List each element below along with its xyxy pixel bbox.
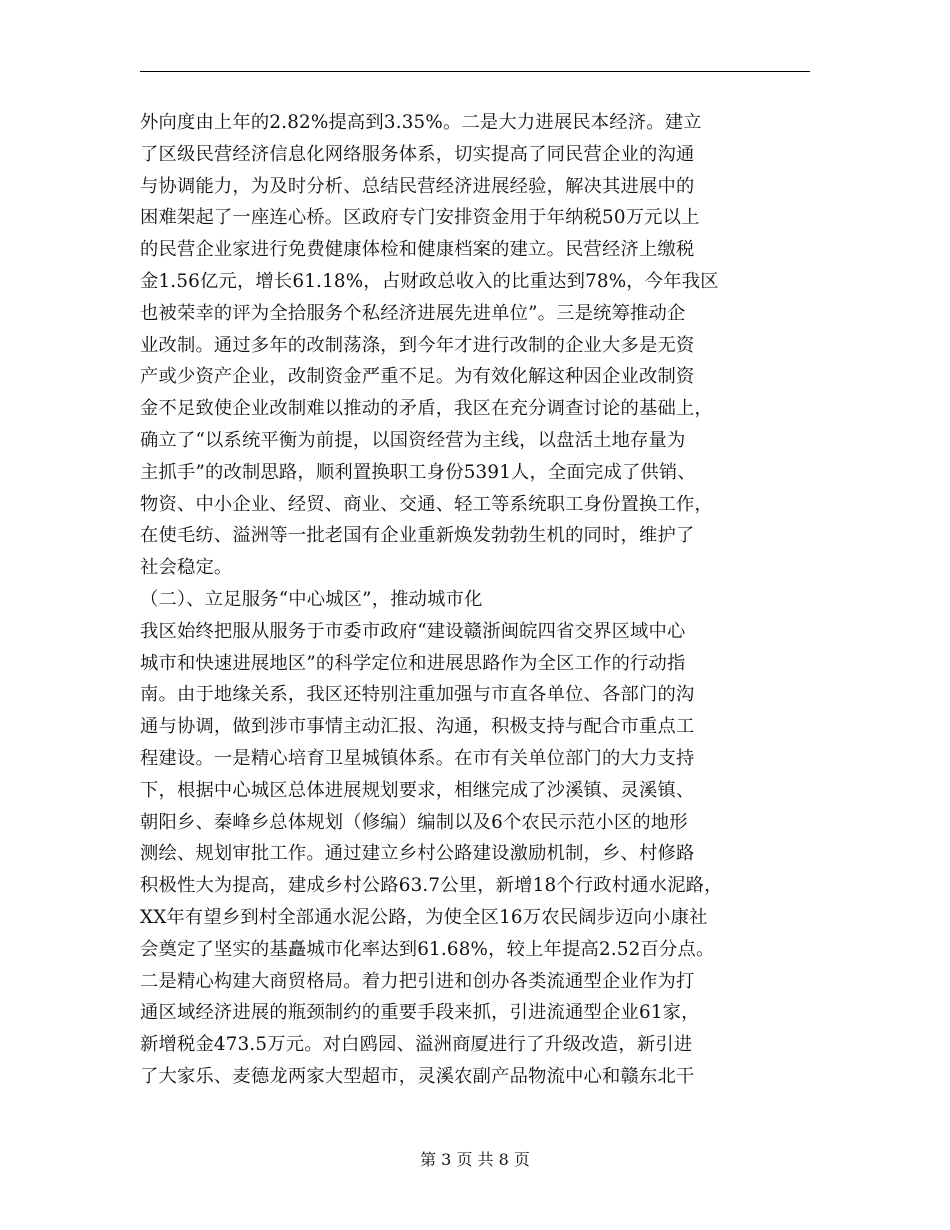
text-line: 会奠定了坚实的基矗城市化率达到61.68%，较上年提高2.52百分点。: [140, 938, 715, 960]
text-line: 程建设。一是精心培育卫星城镇体系。在市有关单位部门的大力支持: [140, 747, 695, 769]
header-rule: [140, 71, 810, 72]
text-line: 社会稳定。: [140, 557, 233, 579]
text-line: 测绘、规划审批工作。通过建立乡村公路建设激励机制，乡、村修路: [140, 843, 695, 865]
text-line: 了大家乐、麦德龙两家大型超市，灵溪农副产品物流中心和赣东北干: [140, 1065, 695, 1087]
text-line: 城市和快速进展地区”的科学定位和进展思路作为全区工作的行动指: [140, 652, 686, 674]
text-line: 物资、中小企业、经贸、商业、交通、轻工等系统职工身份置换工作，: [140, 493, 713, 515]
text-line: 朝阳乡、秦峰乡总体规划（修编）编制以及6个农民示范小区的地形: [140, 811, 688, 833]
body-text: [140, 107, 830, 1093]
page-footer: 第 3 页 共 8 页: [420, 1150, 530, 1169]
text-line: （二）、立足服务“中心城区”，推动城市化: [140, 588, 483, 610]
text-line: 新增税金473.5万元。对白鸥园、溢洲商厦进行了升级改造，新引进: [140, 1034, 693, 1056]
text-line: 积极性大为提高，建成乡村公路63.7公里，新增18个行政村通水泥路，: [140, 875, 723, 897]
text-line: 产或少资产企业，改制资金严重不足。为有效化解这种因企业改制资: [140, 366, 695, 388]
text-line: 金1.56亿元，增长61.18%，占财政总收入的比重达到78%，今年我区: [140, 270, 719, 292]
text-line: 下，根据中心城区总体进展规划要求，相继完成了沙溪镇、灵溪镇、: [140, 779, 695, 801]
text-line: 在使毛纺、溢洲等一批老国有企业重新焕发勃勃生机的同时，维护了: [140, 525, 695, 547]
text-line: 金不足致使企业改制难以推动的矛盾，我区在充分调查讨论的基础上，: [140, 398, 713, 420]
text-line: 我区始终把服从服务于市委市政府“建设赣浙闽皖四省交界区域中心: [140, 620, 686, 642]
text-line: 二是精心构建大商贸格局。着力把引进和创办各类流通型企业作为打: [140, 970, 695, 992]
text-line: 的民营企业家进行免费健康体检和健康档案的建立。民营经济上缴税: [140, 239, 695, 261]
text-line: 了区级民营经济信息化网络服务体系，切实提高了同民营企业的沟通: [140, 143, 695, 165]
text-line: 业改制。通过多年的改制荡涤，到今年才进行改制的企业大多是无资: [140, 334, 695, 356]
text-line: 困难架起了一座连心桥。区政府专门安排资金用于年纳税50万元以上: [140, 207, 700, 229]
text-line: 通区域经济进展的瓶颈制约的重要手段来抓，引进流通型企业61家，: [140, 1002, 700, 1024]
text-line: 与协调能力，为及时分析、总结民营经济进展经验，解决其进展中的: [140, 175, 695, 197]
text-line: 南。由于地缘关系，我区还特别注重加强与市直各单位、各部门的沟: [140, 684, 695, 706]
text-line: 主抓手”的改制思路，顺利置换职工身份5391人，全面完成了供销、: [140, 461, 696, 483]
text-line: 通与协调，做到涉市事情主动汇报、沟通，积极支持与配合市重点工: [140, 716, 695, 738]
text-line: 也被荣幸的评为全拾服务个私经济进展先进单位”。三是统筹推动企: [140, 302, 686, 324]
text-line: 外向度由上年的2.82%提高到3.35%。二是大力进展民本经济。建立: [140, 112, 702, 133]
text-line: XX年有望乡到村全部通水泥公路，为使全区16万农民阔步迈向小康社: [140, 906, 708, 928]
text-line: 确立了“以系统平衡为前提，以国资经营为主线，以盘活土地存量为: [140, 429, 686, 451]
